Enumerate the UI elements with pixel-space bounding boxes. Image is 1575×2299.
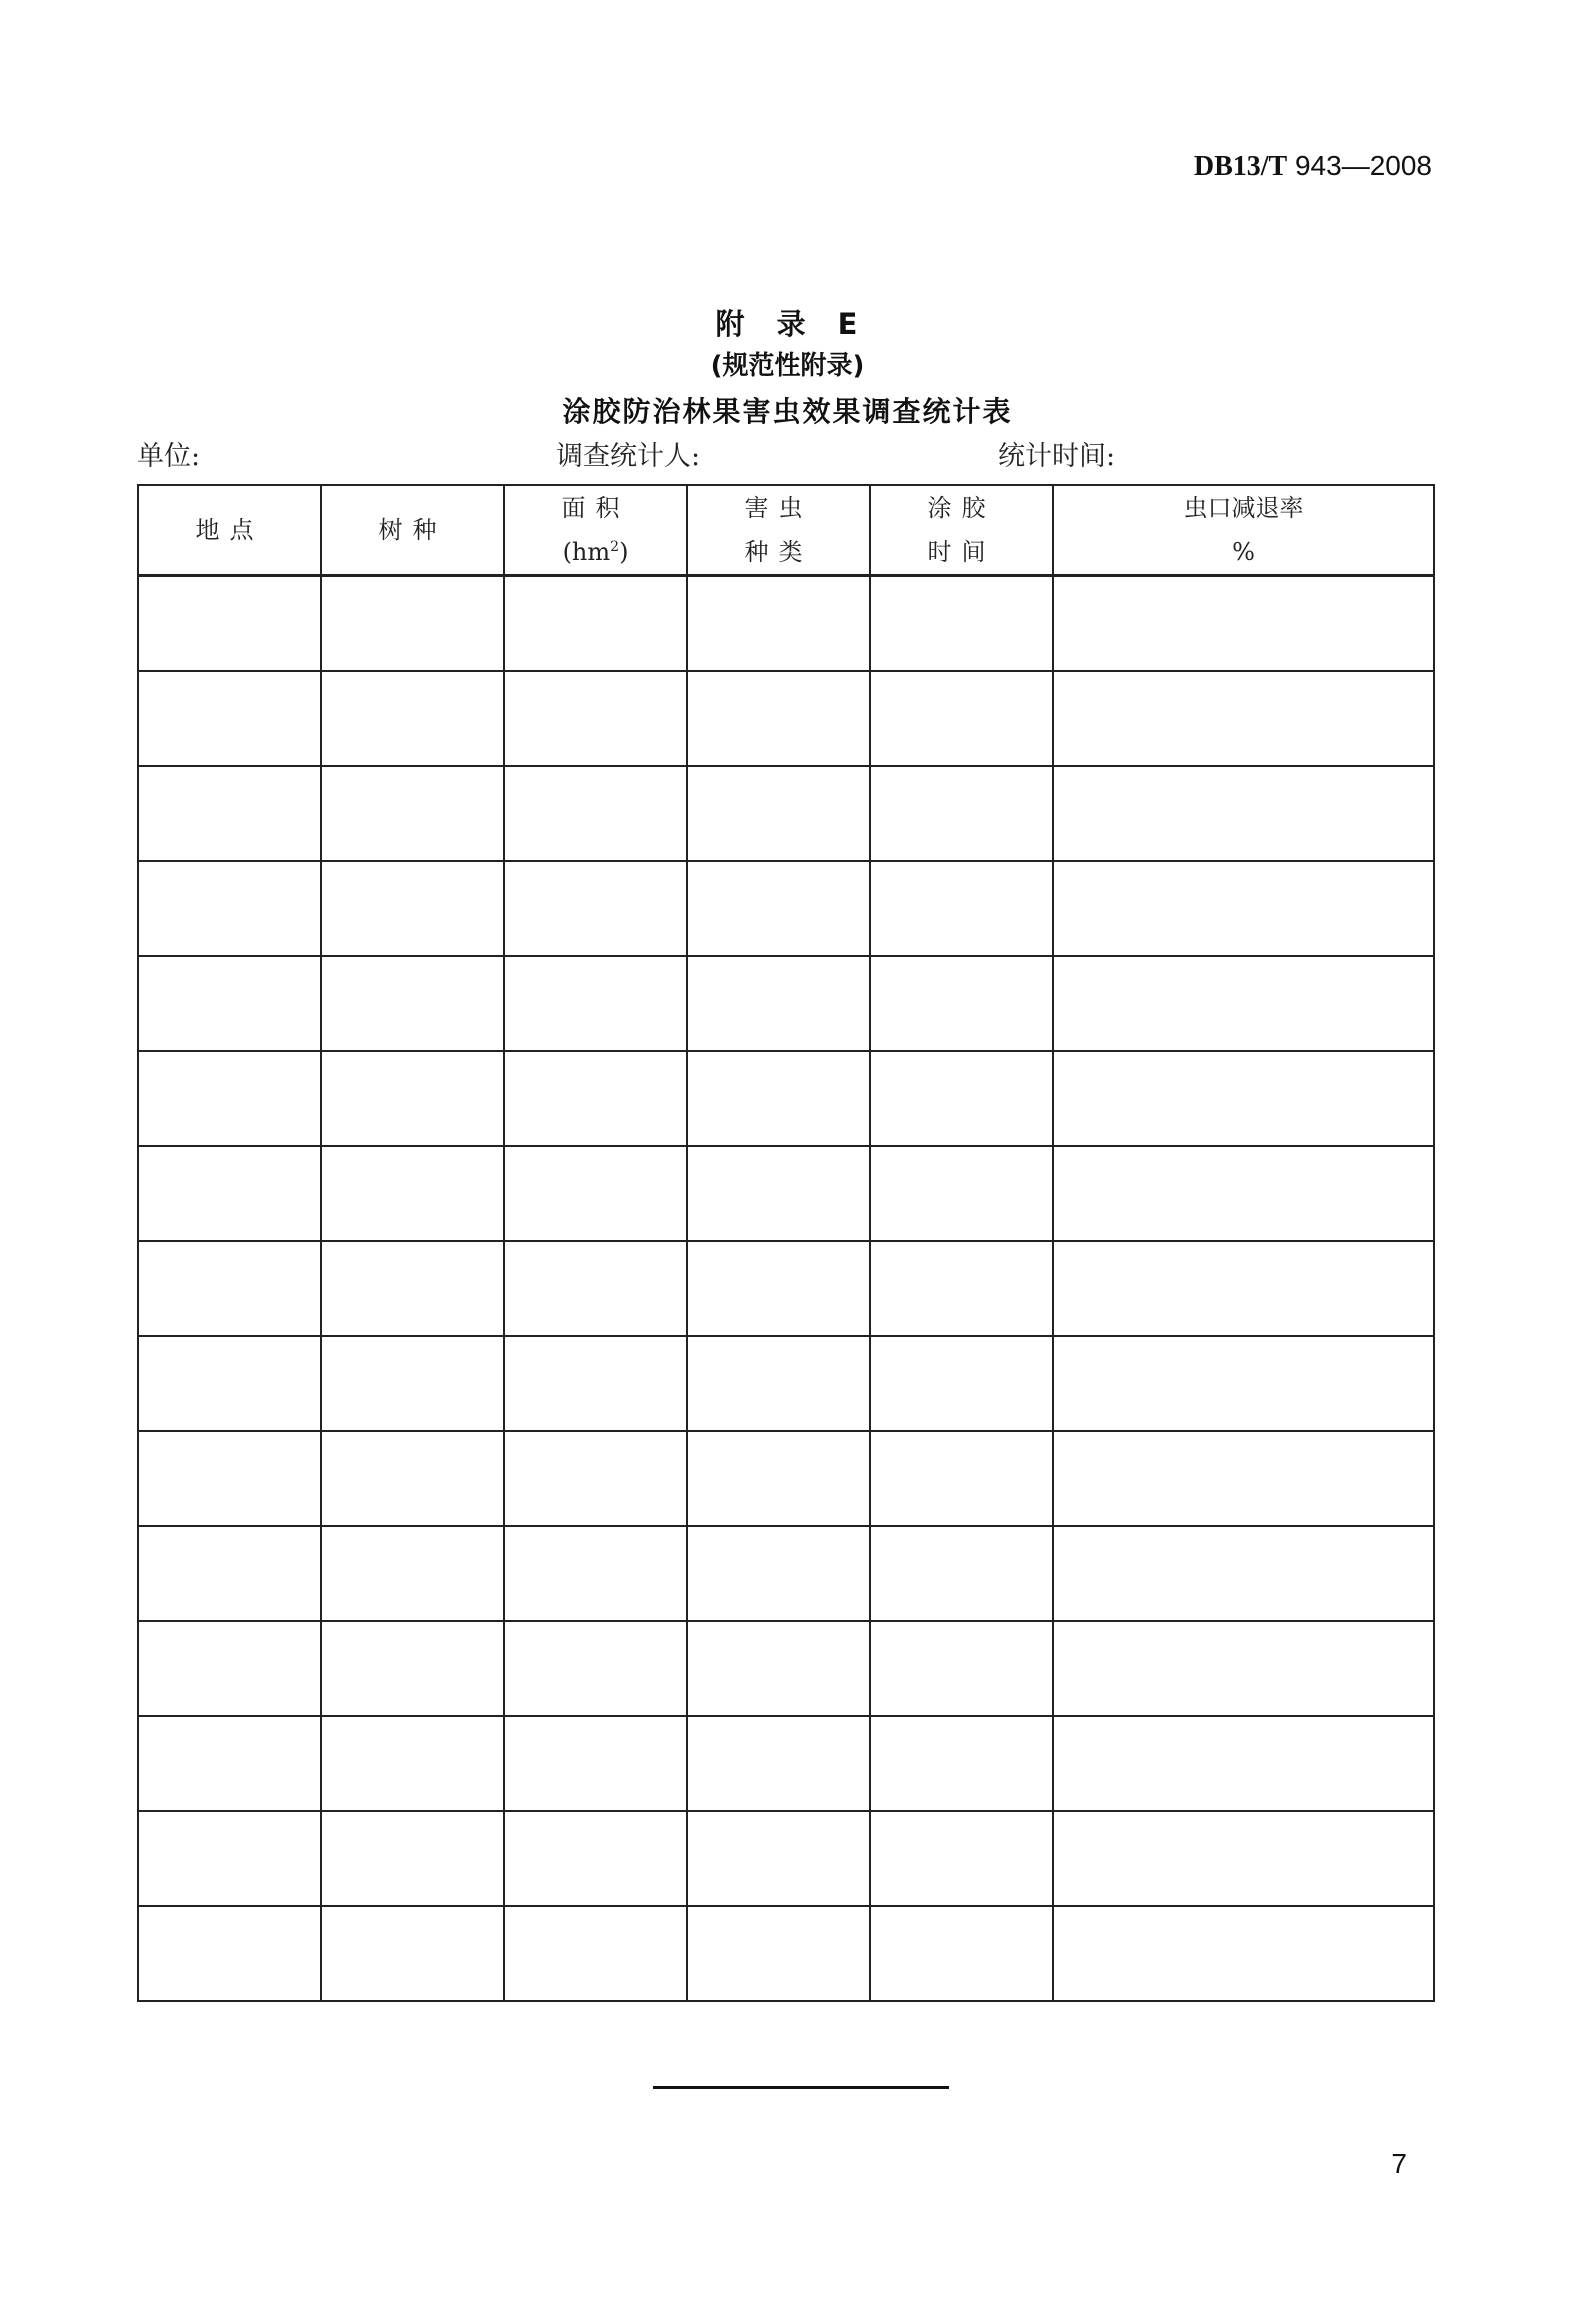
table-cell[interactable]	[504, 1431, 687, 1526]
table-header-row	[138, 485, 1434, 576]
table-cell[interactable]	[504, 1526, 687, 1621]
table-cell[interactable]	[138, 1241, 321, 1336]
area-unit-suffix: )	[619, 538, 629, 566]
table-cell[interactable]	[504, 1906, 687, 2001]
table-cell[interactable]	[138, 956, 321, 1051]
table-cell[interactable]	[1053, 1526, 1434, 1621]
table-cell[interactable]	[504, 576, 687, 671]
table-row	[138, 1906, 1434, 2001]
table-cell[interactable]	[1053, 1336, 1434, 1431]
table-cell[interactable]	[321, 576, 504, 671]
column-header-reduction-rate-unit: %	[1232, 538, 1255, 566]
table-cell[interactable]	[870, 1716, 1053, 1811]
table-cell[interactable]	[1053, 1621, 1434, 1716]
table-cell[interactable]	[504, 956, 687, 1051]
table-cell[interactable]	[1053, 1431, 1434, 1526]
table-cell[interactable]	[1053, 861, 1434, 956]
table-cell[interactable]	[687, 1526, 870, 1621]
table-cell[interactable]	[870, 1336, 1053, 1431]
table-cell[interactable]	[870, 671, 1053, 766]
table-cell[interactable]	[138, 1431, 321, 1526]
table-row	[138, 576, 1434, 671]
table-cell[interactable]	[1053, 1811, 1434, 1906]
table-cell[interactable]	[321, 1431, 504, 1526]
table-cell[interactable]	[138, 766, 321, 861]
table-cell[interactable]	[870, 1811, 1053, 1906]
table-cell[interactable]	[687, 1431, 870, 1526]
column-header-area	[504, 485, 687, 576]
table-cell[interactable]	[504, 1146, 687, 1241]
table-cell[interactable]	[321, 766, 504, 861]
column-header-tree-species-label: 树种	[378, 516, 447, 544]
table-cell[interactable]	[687, 671, 870, 766]
table-row	[138, 1146, 1434, 1241]
table-cell[interactable]	[321, 1336, 504, 1431]
table-cell[interactable]	[1053, 671, 1434, 766]
table-cell[interactable]	[870, 1526, 1053, 1621]
table-cell[interactable]	[870, 1146, 1053, 1241]
table-cell[interactable]	[504, 1621, 687, 1716]
table-cell[interactable]	[687, 766, 870, 861]
table-row	[138, 766, 1434, 861]
table-cell[interactable]	[1053, 766, 1434, 861]
table-row	[138, 861, 1434, 956]
table-cell[interactable]	[138, 1146, 321, 1241]
appendix-subtitle: (规范性附录)	[710, 351, 865, 381]
table-cell[interactable]	[1053, 1906, 1434, 2001]
column-header-reduction-rate-label: 虫口减退率	[1183, 494, 1304, 522]
table-cell[interactable]	[687, 1621, 870, 1716]
table-cell[interactable]	[138, 576, 321, 671]
column-header-location	[138, 485, 321, 576]
table-cell[interactable]	[870, 1051, 1053, 1146]
table-cell[interactable]	[321, 1526, 504, 1621]
table-cell[interactable]	[138, 1051, 321, 1146]
table-row	[138, 1241, 1434, 1336]
table-cell[interactable]	[504, 1716, 687, 1811]
appendix-title: 附 录 E	[715, 307, 860, 341]
table-cell[interactable]	[504, 1241, 687, 1336]
table-title: 涂胶防治林果害虫效果调查统计表	[562, 395, 1013, 428]
table-cell[interactable]	[321, 861, 504, 956]
survey-statistics-table	[137, 484, 1435, 2002]
table-cell[interactable]	[504, 1336, 687, 1431]
table-row	[138, 1431, 1434, 1526]
table-cell[interactable]	[870, 1431, 1053, 1526]
column-header-location-label: 地点	[195, 516, 264, 544]
column-header-reduction-rate	[1053, 485, 1434, 576]
table-cell[interactable]	[321, 1051, 504, 1146]
table-cell[interactable]	[870, 1906, 1053, 2001]
table-cell[interactable]	[321, 671, 504, 766]
table-cell[interactable]	[138, 1716, 321, 1811]
column-header-glue-time-line1: 涂胶	[927, 494, 996, 522]
unit-label: 单位:	[137, 441, 201, 472]
column-header-tree-species	[321, 485, 504, 576]
end-rule	[653, 2086, 949, 2089]
column-header-pest-type-line1: 害虫	[744, 494, 813, 522]
column-header-area-unit	[505, 530, 686, 574]
table-cell[interactable]	[321, 956, 504, 1051]
table-cell[interactable]	[870, 1241, 1053, 1336]
table-cell[interactable]	[687, 576, 870, 671]
table-cell[interactable]	[321, 1716, 504, 1811]
table-cell[interactable]	[870, 766, 1053, 861]
table-cell[interactable]	[1053, 1146, 1434, 1241]
area-unit-prefix: (hm	[562, 538, 611, 566]
table-cell[interactable]	[321, 1621, 504, 1716]
table-cell[interactable]	[870, 861, 1053, 956]
table-row	[138, 1716, 1434, 1811]
table-row	[138, 1621, 1434, 1716]
table-cell[interactable]	[321, 1146, 504, 1241]
column-header-glue-time-line2: 时间	[927, 538, 996, 566]
table-row	[138, 1336, 1434, 1431]
table-cell[interactable]	[138, 671, 321, 766]
table-cell[interactable]	[687, 956, 870, 1051]
document-code	[1194, 150, 1432, 183]
table-cell[interactable]	[1053, 1241, 1434, 1336]
table-row	[138, 1526, 1434, 1621]
table-cell[interactable]	[1053, 576, 1434, 671]
table-cell[interactable]	[138, 1621, 321, 1716]
table-cell[interactable]	[870, 956, 1053, 1051]
table-cell[interactable]	[321, 1811, 504, 1906]
table-cell[interactable]	[687, 1051, 870, 1146]
table-cell[interactable]	[1053, 1051, 1434, 1146]
table-cell[interactable]	[870, 1621, 1053, 1716]
table-cell[interactable]	[1053, 1716, 1434, 1811]
table-cell[interactable]	[687, 1146, 870, 1241]
table-cell[interactable]	[687, 1811, 870, 1906]
column-header-glue-time	[870, 485, 1053, 576]
document-code-number: 943—2008	[1294, 150, 1432, 181]
table-cell[interactable]	[138, 1906, 321, 2001]
table-cell[interactable]	[138, 1526, 321, 1621]
table-cell[interactable]	[321, 1906, 504, 2001]
table-cell[interactable]	[687, 1906, 870, 2001]
table-cell[interactable]	[687, 1336, 870, 1431]
column-header-pest-type	[687, 485, 870, 576]
page-number: 7	[1391, 2148, 1407, 2179]
table-cell[interactable]	[138, 1336, 321, 1431]
table-body	[138, 576, 1434, 2001]
area-unit-superscript: 2	[610, 539, 620, 555]
table-cell[interactable]	[504, 861, 687, 956]
table-cell[interactable]	[138, 861, 321, 956]
table-cell[interactable]	[504, 1811, 687, 1906]
column-header-pest-type-line2: 种类	[744, 538, 813, 566]
table-cell[interactable]	[870, 576, 1053, 671]
table-cell[interactable]	[687, 1716, 870, 1811]
surveyor-label: 调查统计人:	[556, 441, 701, 472]
table-cell[interactable]	[138, 1811, 321, 1906]
table-cell[interactable]	[687, 1241, 870, 1336]
document-code-prefix: DB13/T	[1193, 151, 1288, 182]
table-cell[interactable]	[504, 1051, 687, 1146]
column-header-area-label: 面积	[561, 494, 630, 522]
table-cell[interactable]	[321, 1241, 504, 1336]
table-row	[138, 1811, 1434, 1906]
table-row	[138, 671, 1434, 766]
table-row	[138, 956, 1434, 1051]
table-cell[interactable]	[1053, 956, 1434, 1051]
table-cell[interactable]	[687, 861, 870, 956]
statistics-time-label: 统计时间:	[998, 441, 1116, 472]
table-cell[interactable]	[504, 766, 687, 861]
table-cell[interactable]	[504, 671, 687, 766]
table-row	[138, 1051, 1434, 1146]
